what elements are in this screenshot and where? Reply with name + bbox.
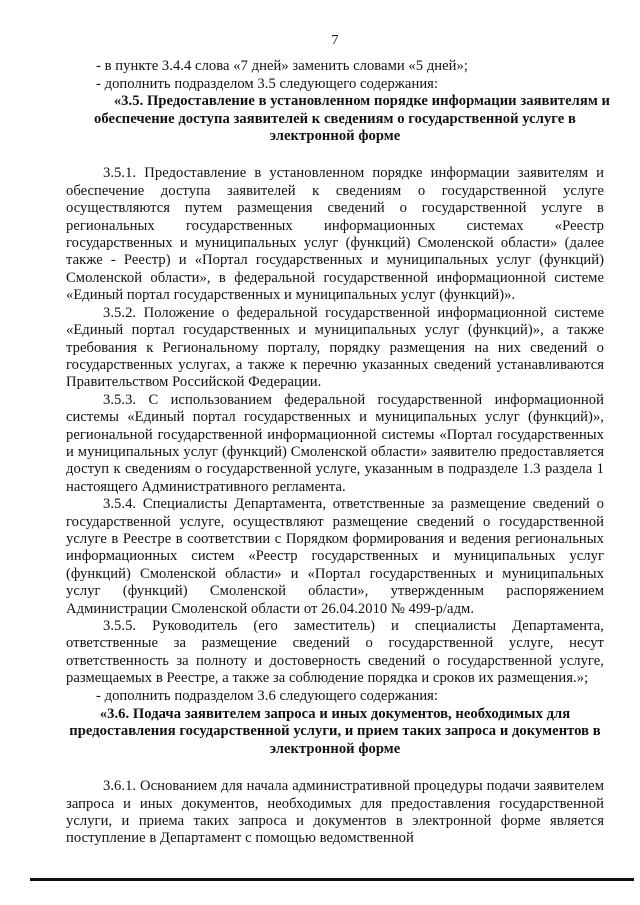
paragraph-3-5-4: 3.5.4. Специалисты Департамента, ответственные за размещение сведений о государственной услуге, осуществляют размещение сведений о государственной услуге в Реестре в соответствии с Порядком формирования и ведения региональных информационных систем «Реестр государственных и муниципальных услуг (функций) Смоленской области» и «Портал государственных и муниципальных услуг (функций) Смоленской области», утвержденным распоряжением Администрации Смоленской области от 26.04.2010 № 499-р/адм. (66, 496, 604, 617)
amendment-item-3: - дополнить подразделом 3.6 следующего содержания: (96, 687, 439, 704)
paragraph-3-5-2: 3.5.2. Положение о федеральной государственной информационной системе «Единый портал государственных и муниципальных услуг (функций)», а также требования к Региональному порталу, порядку размещения на них сведений о государственных услугах, а также к перечню указанных сведений устанавливаются Правительством Российской Федерации. (66, 304, 604, 391)
paragraph-3-5-1: 3.5.1. Предоставление в установленном порядке информации заявителям и обеспечение доступа заявителей к сведениям о государственной услуге осуществляются путем размещения сведений о государственной услуге в региональных государственных информационных системах «Реестр государственных и муниципальных услуг (функций) Смоленской области» (далее также - Реестр) и «Портал государственных и муниципальных услуг (функций) Смоленской области», в федеральной государственной информационной системе «Единый портал государственных и муниципальных услуг (функций)». (66, 165, 604, 304)
paragraph-3-5-5: 3.5.5. Руководитель (его заместитель) и специалисты Департамента, ответственные за размещение сведений о государственной услуге, несут ответственность за полноту и достоверность сведений о государственной услуге, размещаемых в Реестре, а также за соблюдение порядка и сроков их размещения.»; (66, 618, 604, 687)
bottom-divider (30, 878, 634, 881)
paragraph-3-6-1: 3.6.1. Основанием для начала административной процедуры подачи заявителем запроса и иных документов, необходимых для предоставления государственной услуги, и приема таких запроса и документов в электронной форме является поступление в Департамент с помощью ведомственной (66, 778, 604, 847)
section-3-5-heading-line-2: обеспечение доступа заявителей к сведениям о государственной услуге в (94, 110, 576, 127)
section-3-6-heading-line-1: «3.6. Подача заявителем запроса и иных документов, необходимых для (99, 706, 571, 723)
document-page (66, 32, 610, 848)
spacer (66, 145, 604, 165)
section-3-5-heading-line-3: электронной форме (269, 128, 401, 145)
page-number: 7 (331, 33, 339, 48)
section-3-6-heading-line-2: предоставления государственной услуги, и прием таких запроса и документов в (69, 723, 601, 740)
section-3-5-heading-line-1: «3.5. Предоставление в установленном порядке информации заявителям и (113, 93, 610, 110)
section-3-6-heading-line-3: электронной форме (269, 740, 401, 757)
section-3-5-heading (66, 93, 610, 145)
paragraph-3-5-3: 3.5.3. С использованием федеральной государственной информационной системы «Единый портал государственных и муниципальных услуг (функций)», региональной государственной информационной системы «Портал государственных и муниципальных услуг (функций) Смоленской области» заявителю предоставляется доступ к сведениям о государственной услуге, указанным в подразделе 1.3 раздела 1 настоящего Административного регламента. (66, 391, 604, 495)
spacer (66, 758, 604, 778)
section-3-6-heading (66, 706, 604, 758)
amendment-item-2: - дополнить подразделом 3.5 следующего содержания: (96, 75, 439, 92)
amendment-item-1: - в пункте 3.4.4 слова «7 дней» заменить словами «5 дней»; (96, 58, 468, 75)
